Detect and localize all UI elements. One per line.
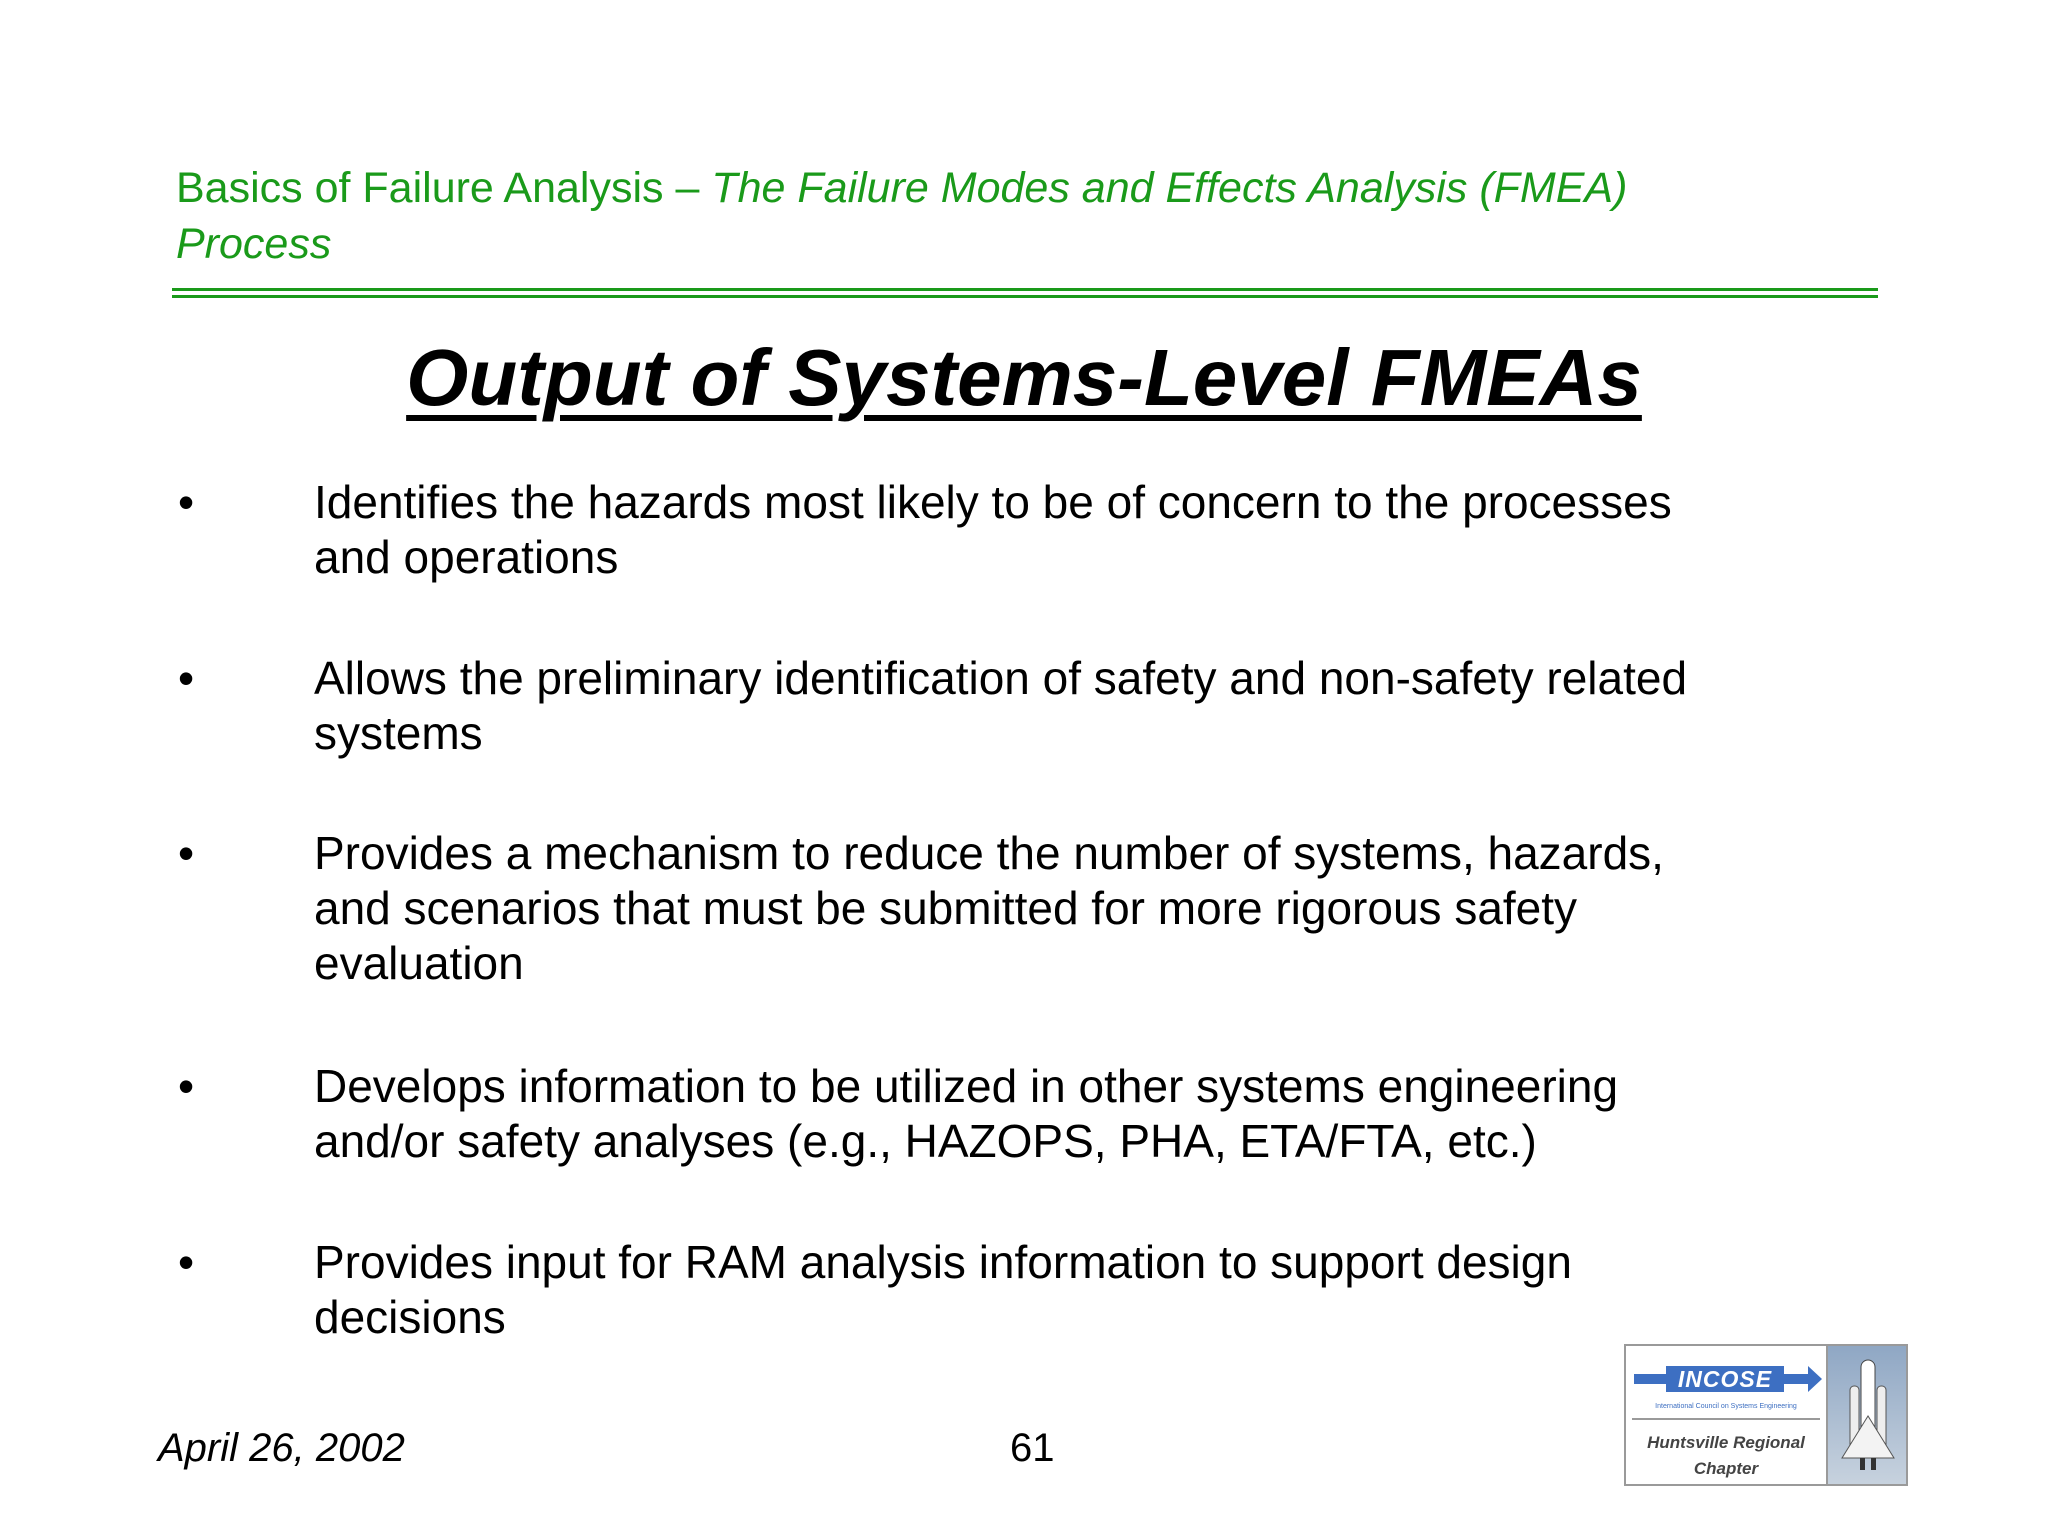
bullet-line: and operations bbox=[314, 531, 619, 583]
space-shuttle-graphic bbox=[1828, 1346, 1906, 1484]
logo-chapter-line: Huntsville Regional bbox=[1647, 1433, 1805, 1452]
bullet-line: Identifies the hazards most likely to be of concern to the processes bbox=[314, 476, 1672, 528]
bullet-line: Allows the preliminary identification of safety and non-safety related bbox=[314, 652, 1688, 704]
incose-wordmark: INCOSE bbox=[1666, 1366, 1784, 1392]
logo-text-panel bbox=[1626, 1346, 1828, 1484]
space-shuttle-icon bbox=[1828, 1346, 1906, 1484]
logo-divider bbox=[1632, 1418, 1820, 1420]
header-prefix: Basics of Failure Analysis – bbox=[176, 164, 712, 212]
header-line2: Process bbox=[176, 220, 332, 268]
header-divider-bottom bbox=[172, 295, 1878, 298]
bullet-line: evaluation bbox=[314, 937, 524, 989]
slide-header bbox=[176, 160, 1776, 272]
incose-chapter-logo bbox=[1624, 1344, 1908, 1486]
arrow-right-icon bbox=[1784, 1374, 1810, 1384]
header-italic-title: The Failure Modes and Effects Analysis (FMEA) bbox=[711, 164, 1628, 212]
bullet-dot: • bbox=[178, 1060, 195, 1112]
bullet-line: systems bbox=[314, 707, 483, 759]
logo-chapter-line: Chapter bbox=[1693, 1459, 1759, 1478]
logo-subtitle: International Council on Systems Engineering bbox=[1655, 1403, 1797, 1410]
arrow-right-icon bbox=[1634, 1374, 1668, 1384]
bullet-dot: • bbox=[178, 652, 195, 704]
bullet-line: Provides input for RAM analysis information to support design bbox=[314, 1236, 1572, 1288]
bullet-line: Provides a mechanism to reduce the number of systems, hazards, bbox=[314, 827, 1664, 879]
bullet-line: and scenarios that must be submitted for more rigorous safety bbox=[314, 882, 1578, 934]
bullet-line: and/or safety analyses (e.g., HAZOPS, PHA, ETA/FTA, etc.) bbox=[314, 1115, 1537, 1167]
bullet-text bbox=[314, 1235, 1874, 1345]
bullet-dot: • bbox=[178, 827, 195, 879]
bullet-dot: • bbox=[178, 476, 195, 528]
bullet-text bbox=[314, 475, 1874, 585]
footer-date: April 26, 2002 bbox=[158, 1426, 405, 1470]
bullet-text bbox=[314, 1059, 1874, 1169]
header-divider-top bbox=[172, 288, 1878, 291]
bullet-line: decisions bbox=[314, 1291, 506, 1343]
logo-chapter bbox=[1630, 1430, 1822, 1482]
bullet-text bbox=[314, 826, 1874, 991]
bullet-line: Develops information to be utilized in other systems engineering bbox=[314, 1060, 1619, 1112]
slide-title bbox=[0, 330, 2048, 426]
page-number: 61 bbox=[1010, 1426, 1055, 1470]
slide-title-text: Output of Systems-Level FMEAs bbox=[406, 333, 1642, 422]
bullet-text bbox=[314, 651, 1874, 761]
bullet-dot: • bbox=[178, 1236, 195, 1288]
